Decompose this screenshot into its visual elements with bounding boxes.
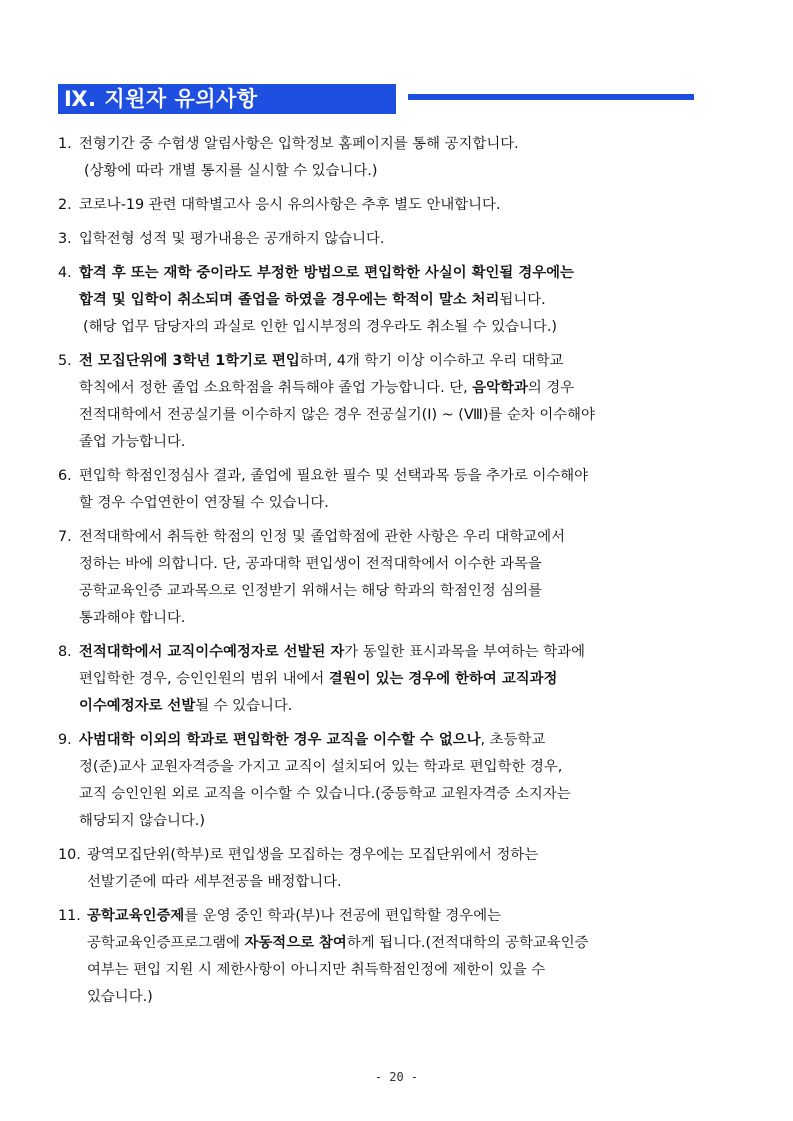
item-line: [79, 808, 738, 835]
body-text: 공학교육인증프로그램에: [87, 935, 245, 951]
section-title: Ⅸ. 지원자 유의사항: [64, 87, 258, 111]
body-text: 전적대학에서 전공실기를 이수하지 않은 경우 전공실기(Ⅰ) ~ (Ⅷ)를 순차 이수해야: [79, 407, 595, 423]
body-text: 할 경우 수업연한이 연장될 수 있습니다.: [79, 495, 329, 511]
body-text: 코로나-19 관련 대학별고사 응시 유의사항은 추후 별도 안내합니다.: [79, 197, 501, 213]
body-text: 졸업 가능합니다.: [79, 434, 186, 450]
emphasis-text: 이수예정자로 선발: [79, 698, 196, 714]
emphasis-text: 전적대학에서 교직이수예정자로 선발된 자: [79, 644, 345, 660]
section-title-box: [58, 84, 396, 114]
item-line: [79, 131, 738, 158]
item-line: [87, 957, 738, 984]
notice-item: [58, 192, 738, 219]
item-line: [79, 578, 738, 605]
item-number: 2.: [58, 197, 72, 213]
notice-item: [58, 842, 738, 896]
item-line: [79, 490, 738, 517]
emphasis-text: 자동적으로 참여: [244, 935, 347, 951]
item-line: [79, 781, 738, 808]
section-header: [58, 84, 694, 114]
body-text: 있습니다.): [87, 989, 153, 1005]
item-line: [79, 639, 738, 666]
notice-item: [58, 226, 738, 253]
item-number: 10.: [58, 847, 81, 863]
item-number: 6.: [58, 468, 72, 484]
item-line: [79, 375, 738, 402]
body-text: (상황에 따라 개별 통지를 실시할 수 있습니다.): [84, 163, 378, 179]
emphasis-text: 합격 후 또는 재학 중이라도 부정한 방법으로 편입학한 사실이 확인될 경우에는: [79, 265, 574, 281]
body-text: (해당 업무 담당자의 과실로 인한 입시부정의 경우라도 취소될 수 있습니다.): [83, 319, 558, 335]
body-text: 가 동일한 표시과목을 부여하는 학과에: [344, 644, 585, 660]
body-text: 됩니다.: [499, 292, 546, 308]
body-text: 될 수 있습니다.: [195, 698, 293, 714]
item-line: [79, 463, 738, 490]
item-line: [79, 260, 738, 287]
item-line: [79, 429, 738, 456]
item-line: [79, 402, 738, 429]
body-text: 전적대학에서 취득한 학점의 인정 및 졸업학점에 관한 사항은 우리 대학교에서: [79, 529, 566, 545]
body-text: 여부는 편입 지원 시 제한사항이 아니지만 취득학점인정에 제한이 있을 수: [87, 962, 546, 978]
item-number: 3.: [58, 231, 72, 247]
item-line: [87, 984, 738, 1011]
item-line: [79, 666, 738, 693]
item-line: [79, 754, 738, 781]
emphasis-text: 사범대학 이외의 학과로 편입학한 경우 교직을 이수할 수 없으나: [79, 732, 481, 748]
item-line: [87, 930, 738, 957]
notice-list: [58, 131, 738, 1018]
body-text: 통과해야 합니다.: [79, 610, 186, 626]
body-text: 선발기준에 따라 세부전공을 배정합니다.: [87, 874, 342, 890]
item-line: [87, 903, 738, 930]
item-line: [87, 869, 738, 896]
item-number: 9.: [58, 732, 72, 748]
emphasis-text: 음악학과: [472, 380, 528, 396]
body-text: 해당되지 않습니다.): [79, 813, 205, 829]
item-line: [79, 727, 738, 754]
notice-item: [58, 131, 738, 185]
body-text: 정하는 바에 의합니다. 단, 공과대학 편입생이 전적대학에서 이수한 과목을: [79, 556, 542, 572]
item-line: [79, 551, 738, 578]
body-text: 학칙에서 정한 졸업 소요학점을 취득해야 졸업 가능합니다. 단,: [79, 380, 473, 396]
body-text: 를 운영 중인 학과(부)나 전공에 편입학할 경우에는: [184, 908, 502, 924]
body-text: 편입학한 경우, 승인인원의 범위 내에서: [79, 671, 329, 687]
item-line: [79, 192, 738, 219]
item-line: [79, 226, 738, 253]
item-line: [79, 524, 738, 551]
item-line: [79, 287, 738, 314]
notice-item: [58, 348, 738, 456]
body-text: 의 경우: [527, 380, 575, 396]
body-text: 공학교육인증 교과목으로 인정받기 위해서는 해당 학과의 학점인정 심의를: [79, 583, 542, 599]
body-text: 정(준)교사 교원자격증을 가지고 교직이 설치되어 있는 학과로 편입학한 경우,: [79, 759, 563, 775]
body-text: 광역모집단위(학부)로 편입생을 모집하는 경우에는 모집단위에서 정하는: [87, 847, 539, 863]
body-text: 입학전형 성적 및 평가내용은 공개하지 않습니다.: [79, 231, 385, 247]
body-text: 편입학 학점인정심사 결과, 졸업에 필요한 필수 및 선택과목 등을 추가로 이수해야: [79, 468, 589, 484]
item-number: 7.: [58, 529, 72, 545]
emphasis-text: 전 모집단위에 3학년 1학기로 편입: [79, 353, 300, 369]
notice-item: [58, 463, 738, 517]
title-underline-bar: [408, 94, 694, 100]
item-number: 1.: [58, 136, 72, 152]
notice-item: [58, 727, 738, 835]
body-text: 전형기간 중 수험생 알림사항은 입학정보 홈페이지를 통해 공지합니다.: [79, 136, 519, 152]
item-line: [79, 605, 738, 632]
body-text: , 초등학교: [480, 732, 546, 748]
item-number: 8.: [58, 644, 72, 660]
body-text: 교직 승인인원 외로 교직을 이수할 수 있습니다.(중등학교 교원자격증 소지자는: [79, 786, 571, 802]
item-line: [79, 314, 738, 341]
emphasis-text: 합격 및 입학이 취소되며 졸업을 하였을 경우에는 학적이 말소 처리: [79, 292, 500, 308]
item-number: 4.: [58, 265, 72, 281]
body-text: 하게 됩니다.(전적대학의 공학교육인증: [346, 935, 589, 951]
item-line: [79, 158, 738, 185]
body-text: 하며, 4개 학기 이상 이수하고 우리 대학교: [299, 353, 564, 369]
notice-item: [58, 903, 738, 1011]
item-number: 5.: [58, 353, 72, 369]
emphasis-text: 공학교육인증제: [87, 908, 185, 924]
notice-item: [58, 524, 738, 632]
notice-item: [58, 260, 738, 341]
item-line: [87, 842, 738, 869]
item-number: 11.: [58, 908, 81, 924]
page-number: - 20 -: [374, 1070, 419, 1084]
notice-item: [58, 639, 738, 720]
emphasis-text: 결원이 있는 경우에 한하여 교직과정: [328, 671, 558, 687]
item-line: [79, 693, 738, 720]
item-line: [79, 348, 738, 375]
